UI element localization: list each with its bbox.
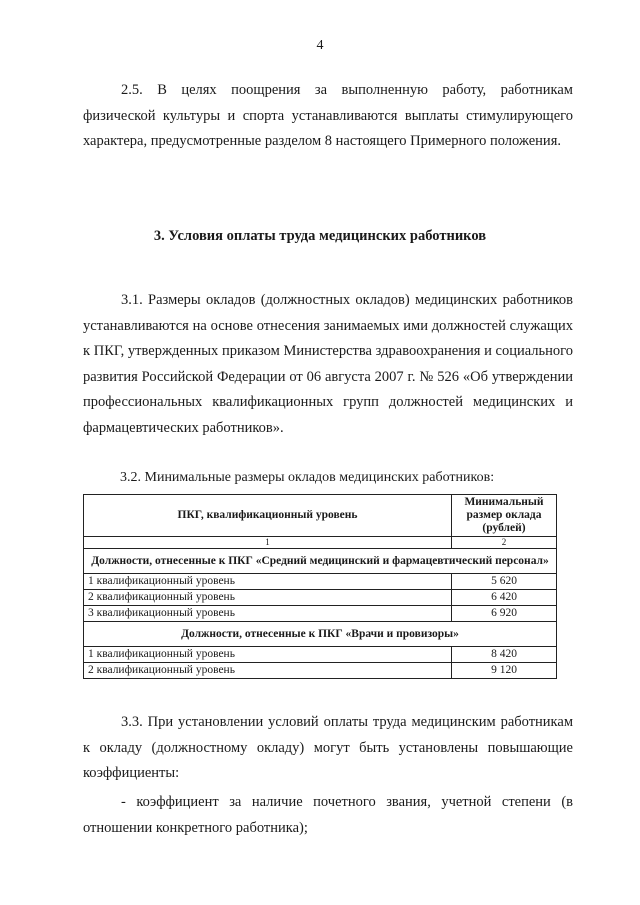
table-caption: 3.2. Минимальные размеры окладов медицинских работников: xyxy=(120,470,495,485)
amount-cell: 6 420 xyxy=(452,590,557,606)
paragraph-2-5: 2.5. В целях поощрения за выполненную работу, работникам физической культуры и спорта устанавливаются выплаты стимулирующего характера, предусмотренные разделом 8 настоящего Примерного положения. xyxy=(83,82,573,149)
salary-table xyxy=(83,494,557,679)
table-row xyxy=(84,606,557,622)
section-heading: 3. Условия оплаты труда медицинских работников xyxy=(153,228,487,244)
group-title-mid-medical: Должности, отнесенные к ПКГ «Средний медицинский и фармацевтический персонал» xyxy=(84,549,557,574)
column-number-2: 2 xyxy=(452,537,557,549)
table-row xyxy=(84,574,557,590)
group-title-doctors: Должности, отнесенные к ПКГ «Врачи и провизоры» xyxy=(84,622,557,647)
page-number: 4 xyxy=(316,38,324,53)
column-number-row xyxy=(84,537,557,549)
amount-cell: 8 420 xyxy=(452,647,557,663)
group-row xyxy=(84,622,557,647)
level-cell: 2 квалификационный уровень xyxy=(84,590,452,606)
table-row xyxy=(84,590,557,606)
paragraph-3-3: 3.3. При установлении условий оплаты труда медицинским работникам к окладу (должностному окладу) могут быть установлены повышающие коэффициенты: xyxy=(83,714,573,781)
level-cell: 2 квалификационный уровень xyxy=(84,663,452,679)
level-cell: 3 квалификационный уровень xyxy=(84,606,452,622)
amount-cell: 9 120 xyxy=(452,663,557,679)
table-row xyxy=(84,663,557,679)
column-header-pkg: ПКГ, квалификационный уровень xyxy=(84,495,452,537)
bullet-item: - коэффициент за наличие почетного звания, учетной степени (в отношении конкретного работника); xyxy=(83,794,573,836)
table-row xyxy=(84,647,557,663)
amount-cell: 6 920 xyxy=(452,606,557,622)
level-cell: 1 квалификационный уровень xyxy=(84,647,452,663)
column-number-1: 1 xyxy=(84,537,452,549)
amount-cell: 5 620 xyxy=(452,574,557,590)
column-header-amount: Минимальный размер оклада (рублей) xyxy=(452,495,557,537)
group-row xyxy=(84,549,557,574)
level-cell: 1 квалификационный уровень xyxy=(84,574,452,590)
paragraph-3-1: 3.1. Размеры окладов (должностных окладов) медицинских работников устанавливаются на основе отнесения занимаемых ими должностей служащих к ПКГ, утвержденных приказом Министерства здравоохранения и социального развития Российской Федерации от 06 августа 2007 г. № 526 «Об утверждении профессиональных квалификационных групп должностей медицинских и фармацевтических работников». xyxy=(83,292,573,436)
table-header-row xyxy=(84,495,557,537)
